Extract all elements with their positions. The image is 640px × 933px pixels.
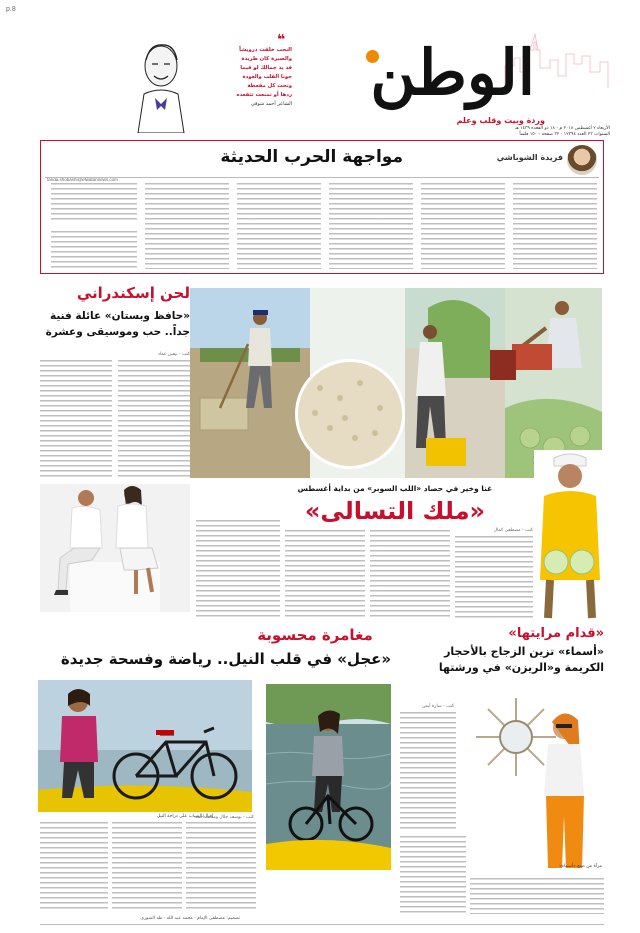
story-mirrors-headline: «أسماء» تزين الزجاج بالأحجار الكريمة و«الريزن» في ورشتها xyxy=(438,645,604,674)
column-divider xyxy=(45,177,599,178)
quote-line: النحب خلقت درويشاً xyxy=(239,47,292,53)
page-number: p.8 xyxy=(6,6,16,13)
story-bike-headline: «عجل» في قلب النيل.. رياضة وفسحة جديدة xyxy=(60,650,392,668)
musicians-photo xyxy=(40,484,190,612)
column-text-5 xyxy=(145,183,229,269)
story-mirrors-kicker: «قدام مرايتها» xyxy=(508,626,604,641)
column-email: farida.shobashi@elwatannews.com xyxy=(47,177,118,182)
story-mirrors-text-2 xyxy=(400,836,466,914)
bike-photo-river xyxy=(266,684,391,870)
column-text-2 xyxy=(421,183,505,269)
column-text-7 xyxy=(51,231,137,269)
column-author-photo xyxy=(567,145,597,175)
bike-photo-woman xyxy=(38,680,252,812)
story-mirrors-byline: كتب - سارة أيمن xyxy=(421,704,454,709)
logo: الوطن xyxy=(370,36,535,109)
mirror-photo-caption: مرآة من صنع «أسماء» xyxy=(559,864,602,869)
column-author: فريدة الشوباشي xyxy=(496,153,563,162)
masthead-date: الأربعاء ٢ أغسطس ٢٠١٨ م - ١٨ ذو القعدة ١٤٣٩ هـ xyxy=(515,126,610,131)
story-music xyxy=(40,284,190,614)
story-mirrors-text-1 xyxy=(400,712,456,832)
footer-rule xyxy=(40,924,604,925)
story-music-text-1 xyxy=(118,360,190,480)
story-bike-kicker: مغامرة محسوبة xyxy=(257,626,373,644)
quote-lines xyxy=(188,46,292,109)
story-bike-text-2 xyxy=(112,822,182,910)
column-title: مواجهة الحرب الحديثة xyxy=(220,147,403,167)
quote-line: وتحت كل مقعطة xyxy=(247,83,292,89)
masthead-tagline: وردة وبيت وقلب وعلم xyxy=(456,116,545,125)
story-harvest-byline: كتب - مصطفى كمال xyxy=(493,528,533,533)
bike-photo-caption: إقبال الشباب على دراجة النيل xyxy=(156,814,213,819)
story-bike-text-3 xyxy=(40,822,108,910)
story-harvest-text-1 xyxy=(455,536,533,620)
quote-line: ردها أو تمنعت تتقعده xyxy=(236,92,292,98)
story-harvest-kicker: غنا وخير في حصاد «اللب السوبر» من بداية أغسطس xyxy=(297,484,493,493)
story-music-kicker: لحن إسكندراني xyxy=(76,284,190,302)
quote-line: والصبرة كان طريدة xyxy=(241,56,292,62)
story-harvest-text-4 xyxy=(196,520,280,620)
poet-portrait xyxy=(132,38,187,133)
story-music-byline: كتب - نيفين عماد xyxy=(157,352,190,357)
story-bike-text-1 xyxy=(186,822,256,910)
story-bike-byline: كتب - يوسف جلال ومحمد أحمد xyxy=(195,815,254,820)
story-music-text-2 xyxy=(40,360,112,480)
story-harvest-headline: «ملك التسالى» xyxy=(304,497,486,525)
story-harvest-text-2 xyxy=(370,530,450,620)
story-mirrors-text-3 xyxy=(470,878,604,914)
quote-line: قد يذ جمالك لو قيما xyxy=(240,65,292,71)
quote-line: جونا القلب والعودة xyxy=(242,74,292,80)
column-box xyxy=(40,140,604,274)
masthead-issue: السنوات ٢٣ العدد ١٢٣٩٤ - ٣٢ صفحة - ١٥٠ فلساً xyxy=(519,132,610,137)
column-text-4 xyxy=(237,183,321,269)
quote-mark-icon: ❝ xyxy=(277,32,286,48)
footer-credit: تصميم: مصطفى الإمام · محمد عبد الله · طه الشورى xyxy=(140,916,240,921)
masthead xyxy=(340,28,610,140)
quote-author: الشاعر أحمد شوقي xyxy=(250,101,292,107)
story-music-headline: «حافظ وبستان» عائلة فنية جداً.. حب وموسيقى وعشرة xyxy=(45,310,190,338)
quote-box xyxy=(132,32,292,133)
column-text-3 xyxy=(329,183,413,269)
column-text-6 xyxy=(51,183,137,223)
story-harvest-text-3 xyxy=(285,530,365,620)
mirror-woman-photo xyxy=(466,696,606,876)
harvest-boy-photo xyxy=(534,450,606,620)
column-text-1 xyxy=(513,183,597,269)
